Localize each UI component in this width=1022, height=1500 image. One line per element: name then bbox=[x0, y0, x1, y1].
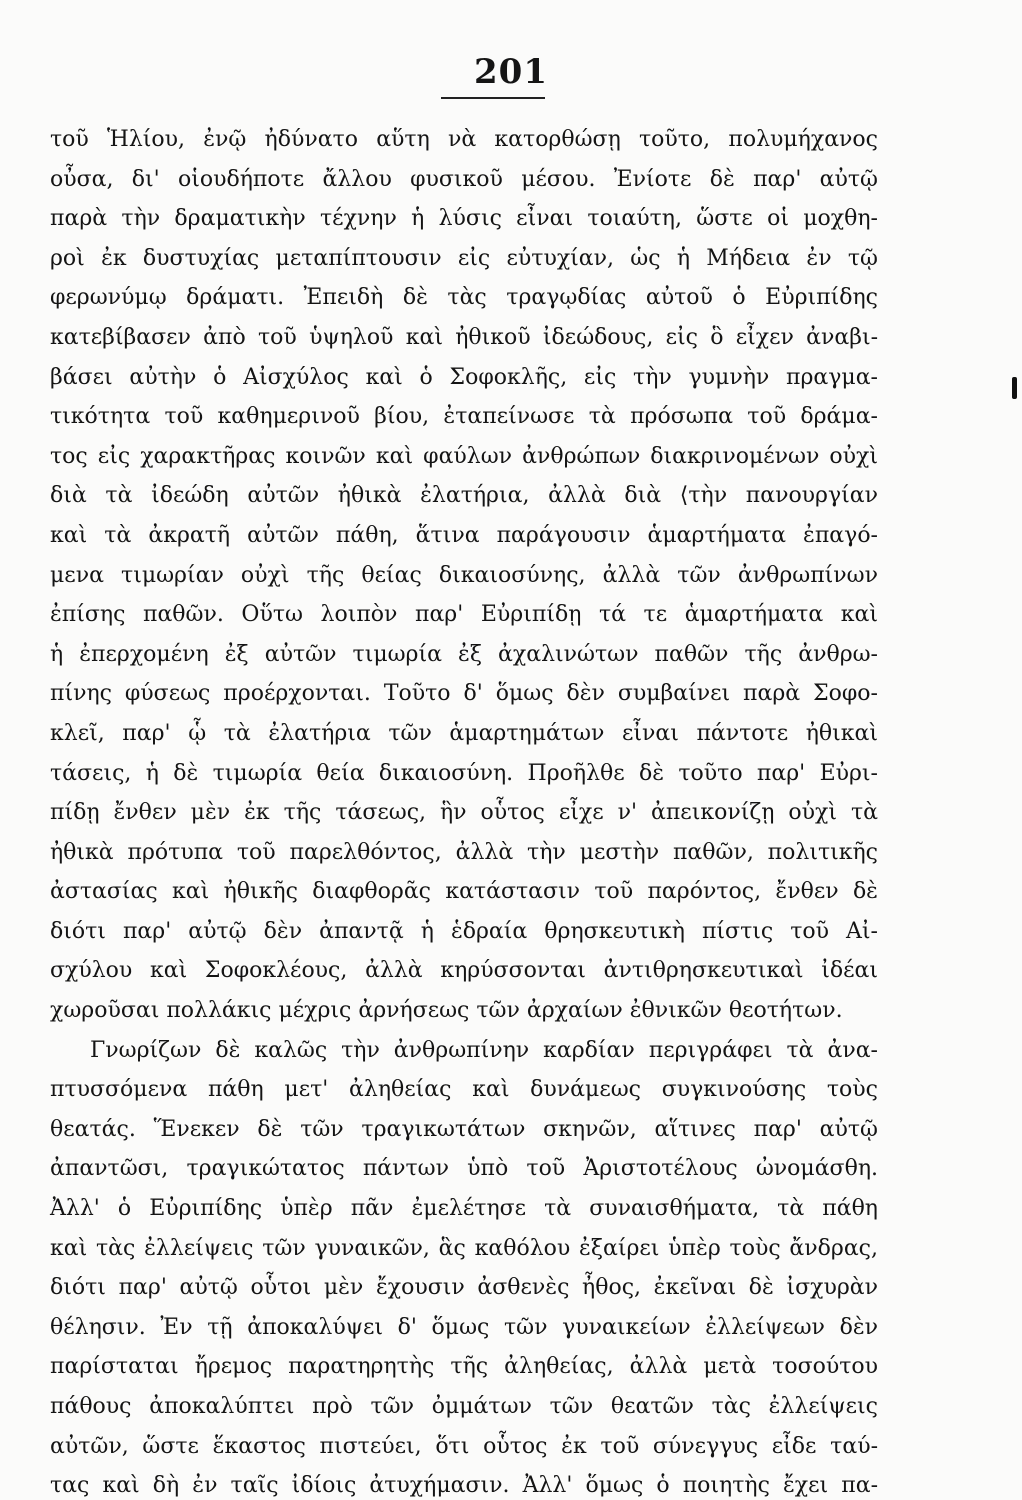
text-line: παρὰ τὴν δραματικὴν τέχνην ἡ λύσις εἶναι τοιαύτη, ὥστε οἱ μοχθη- bbox=[50, 206, 878, 232]
text-line: ἀστασίας καὶ ἠθικῆς διαφθορᾶς κατάστασιν τοῦ παρόντος, ἔνθεν δὲ bbox=[50, 879, 878, 905]
text-line: διὰ τὰ ἰδεώδη αὐτῶν ἠθικὰ ἐλατήρια, ἀλλὰ διὰ ⟨τὴν πανουργίαν bbox=[50, 483, 878, 509]
text-line: τος εἰς χαρακτῆρας κοινῶν καὶ φαύλων ἀνθρώπων διακρινομένων οὐχὶ bbox=[50, 443, 878, 469]
text-line: τοῦ Ἡλίου, ἐνῷ ἠδύνατο αὕτη νὰ κατορθώσῃ τοῦτο, πολυμήχανος bbox=[50, 127, 878, 152]
text-line: τικότητα τοῦ καθημερινοῦ βίου, ἐταπείνωσε τὰ πρόσωπα τοῦ δράμα- bbox=[50, 404, 878, 430]
text-line: παρίσταται ἤρεμος παρατηρητὴς τῆς ἀληθείας, ἀλλὰ μετὰ τοσούτου bbox=[50, 1354, 878, 1380]
text-line: θεατάς. Ἕνεκεν δὲ τῶν τραγικωτάτων σκηνῶν, αἵτινες παρ' αὐτῷ bbox=[50, 1116, 878, 1142]
text-line: οὖσα, δι' οἱουδήποτε ἄλλου φυσικοῦ μέσου. Ἐνίοτε δὲ παρ' αὐτῷ bbox=[50, 166, 878, 192]
text-line: βάσει αὐτὴν ὁ Αἰσχύλος καὶ ὁ Σοφοκλῆς, εἰς τὴν γυμνὴν πραγμα- bbox=[50, 364, 878, 390]
text-line: μενα τιμωρίαν οὐχὶ τῆς θείας δικαιοσύνης, ἀλλὰ τῶν ἀνθρωπίνων bbox=[50, 562, 878, 588]
paragraph-first-line: Γνωρίζων δὲ καλῶς τὴν ἀνθρωπίνην καρδίαν περιγράφει τὰ ἀνα- bbox=[90, 1037, 878, 1063]
text-line: ἀπαντῶσι, τραγικώτατος πάντων ὑπὸ τοῦ Ἀριστοτέλους ὠνομάσθη. bbox=[50, 1156, 878, 1182]
text-line: Ἀλλ' ὁ Εὐριπίδης ὑπὲρ πᾶν ἐμελέτησε τὰ συναισθήματα, τὰ πάθη bbox=[50, 1196, 878, 1222]
text-line: κλεῖ, παρ' ᾧ τὰ ἐλατήρια τῶν ἁμαρτημάτων εἶναι πάντοτε ἠθικαὶ bbox=[50, 720, 878, 746]
text-line: ἠθικὰ πρότυπα τοῦ παρελθόντος, ἀλλὰ τὴν μεστὴν παθῶν, πολιτικῆς bbox=[50, 839, 878, 865]
body-text bbox=[50, 120, 878, 1500]
text-line: διότι παρ' αὐτῷ δὲν ἀπαντᾷ ἡ ἑδραία θρησκευτικὴ πίστις τοῦ Αἰ- bbox=[50, 918, 878, 944]
text-line: σχύλου καὶ Σοφοκλέους, ἀλλὰ κηρύσσονται ἀντιθρησκευτικαὶ ἰδέαι bbox=[50, 958, 878, 984]
text-line: ἡ ἐπερχομένη ἐξ αὐτῶν τιμωρία ἐξ ἀχαλινώτων παθῶν τῆς ἀνθρω- bbox=[50, 641, 878, 667]
text-line: τας καὶ δὴ ἐν ταῖς ἰδίοις ἀτυχήμασιν. Ἀλλ' ὅμως ὁ ποιητὴς ἔχει πα- bbox=[50, 1473, 878, 1499]
text-line: θέλησιν. Ἐν τῇ ἀποκαλύψει δ' ὅμως τῶν γυναικείων ἐλλείψεων δὲν bbox=[50, 1314, 878, 1340]
text-line: αὐτῶν, ὥστε ἕκαστος πιστεύει, ὅτι οὗτος ἐκ τοῦ σύνεγγυς εἶδε ταύ- bbox=[50, 1433, 878, 1459]
page-number-rule bbox=[441, 97, 545, 99]
text-line: διότι παρ' αὐτῷ οὗτοι μὲν ἔχουσιν ἀσθενὲς ἦθος, ἐκεῖναι δὲ ἰσχυρὰν bbox=[50, 1275, 878, 1301]
text-line: ροὶ ἐκ δυστυχίας μεταπίπτουσιν εἰς εὐτυχίαν, ὡς ἡ Μήδεια ἐν τῷ bbox=[50, 245, 878, 271]
page-number: 201 bbox=[474, 52, 548, 92]
text-line: ἐπίσης παθῶν. Οὕτω λοιπὸν παρ' Εὐριπίδῃ τά τε ἁμαρτήματα καὶ bbox=[50, 602, 878, 628]
text-line: πτυσσόμενα πάθη μετ' ἀληθείας καὶ δυνάμεως συγκινούσης τοὺς bbox=[50, 1077, 878, 1103]
text-line: τάσεις, ἡ δὲ τιμωρία θεία δικαιοσύνη. Προῆλθε δὲ τοῦτο παρ' Εὐρι- bbox=[50, 760, 878, 786]
text-line: κατεβίβασεν ἀπὸ τοῦ ὑψηλοῦ καὶ ἠθικοῦ ἰδεώδους, εἰς ὃ εἶχεν ἀναβι- bbox=[50, 324, 878, 350]
text-line: καὶ τὰ ἀκρατῆ αὐτῶν πάθη, ἅτινα παράγουσιν ἁμαρτήματα ἐπαγό- bbox=[50, 522, 878, 548]
text-line: πίνης φύσεως προέρχονται. Τοῦτο δ' ὅμως δὲν συμβαίνει παρὰ Σοφο- bbox=[50, 681, 878, 707]
text-line: χωροῦσαι πολλάκις μέχρις ἀρνήσεως τῶν ἀρχαίων ἐθνικῶν θεοτήτων. bbox=[50, 998, 843, 1024]
text-line: πίδῃ ἔνθεν μὲν ἐκ τῆς τάσεως, ἣν οὗτος εἶχε ν' ἀπεικονίζῃ οὐχὶ τὰ bbox=[50, 800, 878, 826]
margin-ink-mark bbox=[1012, 377, 1017, 399]
text-line: πάθους ἀποκαλύπτει πρὸ τῶν ὀμμάτων τῶν θεατῶν τὰς ἐλλείψεις bbox=[50, 1394, 878, 1419]
text-line: φερωνύμῳ δράματι. Ἐπειδὴ δὲ τὰς τραγῳδίας αὐτοῦ ὁ Εὐριπίδης bbox=[50, 285, 878, 311]
text-line: καὶ τὰς ἐλλείψεις τῶν γυναικῶν, ἃς καθόλου ἐξαίρει ὑπὲρ τοὺς ἄνδρας, bbox=[50, 1235, 878, 1261]
